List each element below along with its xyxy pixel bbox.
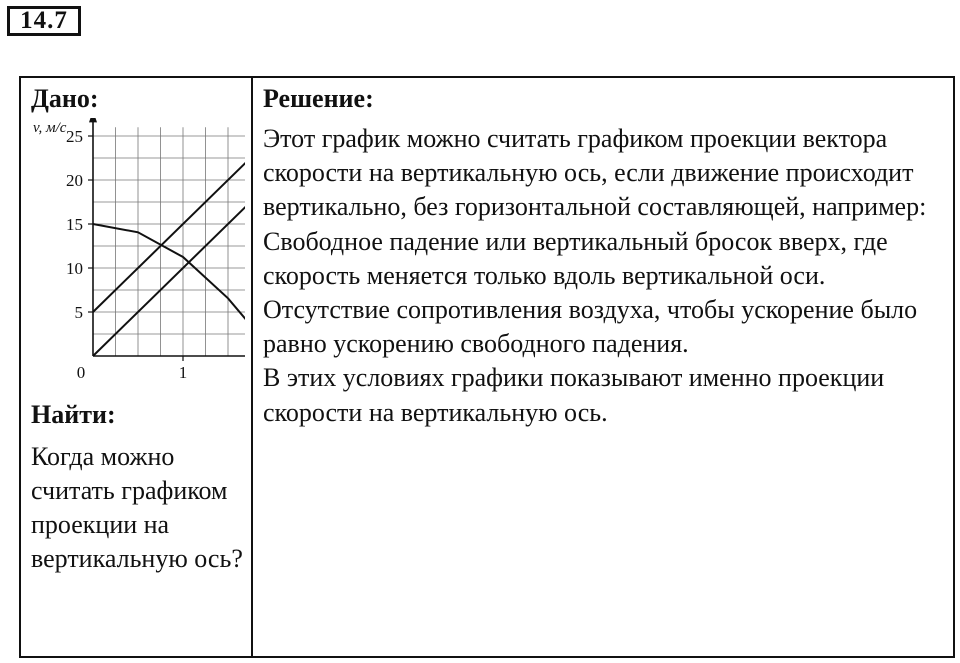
solution-column <box>253 78 953 656</box>
velocity-time-chart <box>27 118 245 388</box>
solution-heading: Решение: <box>263 84 374 113</box>
y-tick-label: 20 <box>66 171 83 190</box>
origin-label: 0 <box>76 363 86 382</box>
solution-paragraph: Этот график можно считать графиком проекции вектора скорости на вертикальную ось, если движение происходит вертикально, без горизонтальной составляющей, например: Свободное падение или вертикальный бросок вверх, где скорость меняется только вдоль вертикальной оси. <box>263 124 927 290</box>
solution-paragraph: Отсутствие сопротивления воздуха, чтобы ускорение было равно ускорению свободного падения. <box>263 295 918 359</box>
y-axis-label: v, м/с <box>33 120 67 136</box>
given-heading: Дано: <box>31 84 99 113</box>
y-axis-arrow <box>89 118 97 122</box>
find-heading: Найти: <box>31 400 116 429</box>
y-tick-label: 5 <box>74 303 83 322</box>
problem-table <box>19 76 955 658</box>
problem-number: 14.7 <box>7 6 81 36</box>
solution-text <box>263 122 943 430</box>
y-tick-label: 25 <box>66 127 83 146</box>
given-column <box>21 78 251 656</box>
find-question: Когда можно считать графиком проекции на вертикальную ось? <box>31 442 243 573</box>
x-tick-label: 1 <box>178 363 188 382</box>
y-tick-label: 10 <box>66 259 83 278</box>
solution-paragraph: В этих условиях графики показывают именно проекции скорости на вертикальную ось. <box>263 363 885 427</box>
y-tick-label: 15 <box>66 215 83 234</box>
